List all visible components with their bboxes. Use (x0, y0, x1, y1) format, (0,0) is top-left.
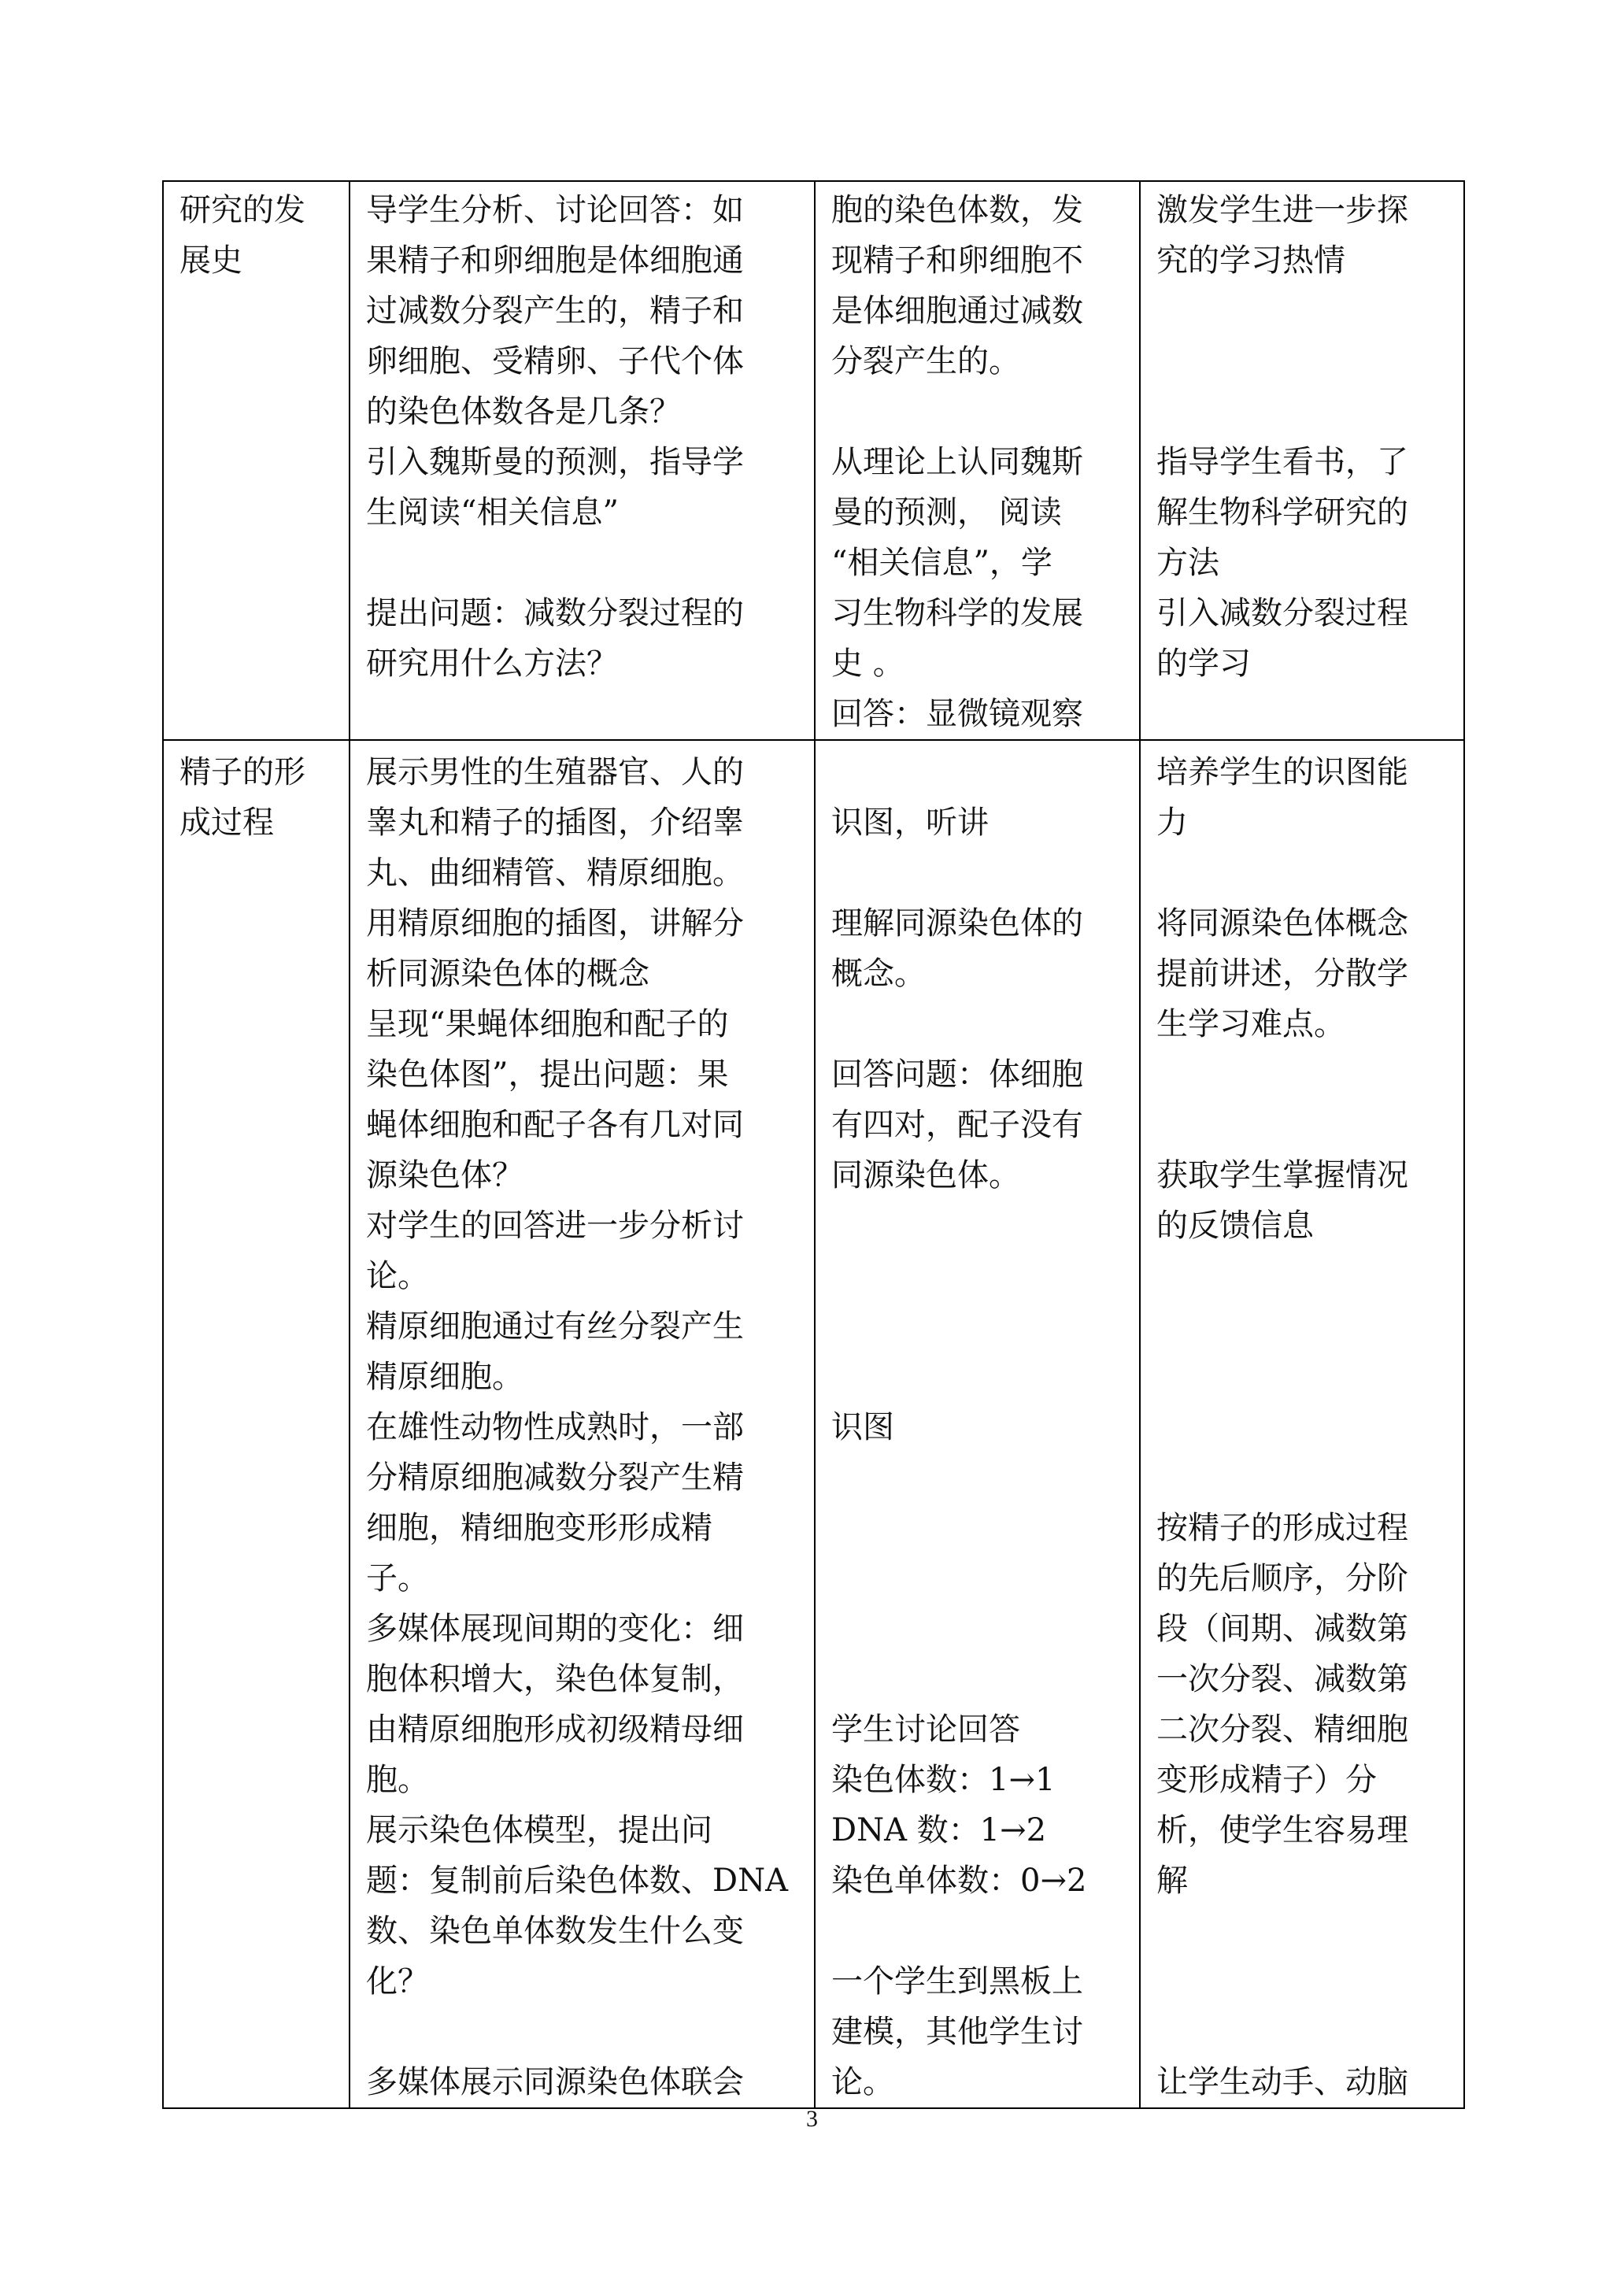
cell-line: 生学习难点。 (1156, 1006, 1345, 1042)
teacher-activity-cell (350, 181, 815, 740)
cell-line: 展示染色体模型，提出问 (366, 1812, 712, 1848)
cell-line (1156, 1100, 1463, 1150)
cell-line (831, 747, 1139, 797)
cell-line: 染色体图”，提出问题：果 (366, 1056, 729, 1093)
cell-line: 蝇体细胞和配子各有几对同 (366, 1107, 744, 1143)
design-purpose-cell (1140, 181, 1464, 740)
cell-line: 生阅读“相关信息” (366, 494, 619, 531)
cell-line: 染色单体数：0→2 (831, 1863, 1087, 1899)
cell-line: 成过程 (179, 805, 274, 841)
cell-line (831, 848, 1139, 898)
cell-line: 解 (1156, 1863, 1188, 1899)
topic-lines (164, 741, 349, 848)
teacher-activity-lines (350, 741, 814, 2107)
student-activity-cell (815, 181, 1140, 740)
teacher-activity-lines (350, 182, 814, 689)
cell-line: 展示男性的生殖器官、人的 (366, 754, 744, 790)
student-activity-lines (816, 741, 1139, 2107)
cell-line: 概念。 (831, 956, 926, 992)
cell-line (1156, 848, 1463, 898)
cell-line: 用精原细胞的插图，讲解分 (366, 905, 744, 942)
cell-line (366, 538, 814, 588)
cell-line: 按精子的形成过程 (1156, 1510, 1408, 1546)
cell-line: 二次分裂、精细胞 (1156, 1711, 1408, 1748)
topic-cell (163, 181, 350, 740)
cell-line: 识图，听讲 (831, 805, 989, 841)
lesson-plan-table (162, 180, 1465, 2109)
table-row-history (163, 181, 1464, 740)
cell-line: 的染色体数各是几条？ (366, 394, 681, 430)
cell-line: 研究用什么方法？ (366, 646, 618, 682)
cell-line: 学生讨论回答 (831, 1711, 1020, 1748)
cell-line (1156, 2007, 1463, 2057)
cell-line: 睾丸和精子的插图，介绍睾 (366, 805, 744, 841)
cell-line (1156, 286, 1463, 336)
cell-line: 对学生的回答进一步分析讨 (366, 1208, 744, 1244)
cell-line: 卵细胞、受精卵、子代个体 (366, 343, 744, 379)
cell-line (1156, 1301, 1463, 1352)
teacher-activity-cell (350, 740, 815, 2108)
cell-line: 化？ (366, 1963, 429, 2000)
topic-cell (163, 740, 350, 2108)
cell-line: 果精子和卵细胞是体细胞通 (366, 242, 744, 279)
cell-line (1156, 1452, 1463, 1503)
cell-line: 展史 (179, 242, 242, 279)
cell-line: 题：复制前后染色体数、DNA (366, 1863, 788, 1899)
cell-line: 建模，其他学生讨 (831, 2014, 1083, 2050)
cell-line: 引入减数分裂过程 (1156, 595, 1408, 631)
student-activity-cell (815, 740, 1140, 2108)
cell-line: 多媒体展现间期的变化：细 (366, 1611, 744, 1647)
cell-line: 源染色体？ (366, 1157, 523, 1193)
cell-line (1156, 1402, 1463, 1452)
cell-line: 从理论上认同魏斯 (831, 444, 1083, 480)
cell-line: 多媒体展示同源染色体联会 (366, 2064, 744, 2100)
table-row-sperm-formation (163, 740, 1464, 2108)
cell-line: 方法 (1156, 545, 1219, 581)
topic-lines (164, 182, 349, 286)
cell-line: 回答问题：体细胞 (831, 1056, 1083, 1093)
cell-line: 精子的形 (179, 754, 305, 790)
cell-line: 回答：显微镜观察 (831, 696, 1083, 732)
cell-line: 的反馈信息 (1156, 1208, 1314, 1244)
cell-line (1156, 1956, 1463, 2007)
cell-line: 培养学生的识图能 (1156, 754, 1408, 790)
cell-line: 激发学生进一步探 (1156, 192, 1408, 228)
design-purpose-lines (1141, 182, 1463, 689)
cell-line: 析同源染色体的概念 (366, 956, 649, 992)
cell-line: DNA 数：1→2 (831, 1812, 1047, 1848)
cell-line: 论。 (366, 1258, 429, 1294)
cell-line: 提前讲述，分散学 (1156, 956, 1408, 992)
cell-line: 提出问题：减数分裂过程的 (366, 595, 744, 631)
cell-line: 过减数分裂产生的，精子和 (366, 293, 744, 329)
cell-line (1156, 336, 1463, 387)
cell-line (831, 999, 1139, 1049)
cell-line: 的学习 (1156, 646, 1251, 682)
cell-line (831, 1503, 1139, 1553)
cell-line: 在雄性动物性成熟时，一部 (366, 1409, 744, 1445)
cell-line: 习生物科学的发展 (831, 595, 1083, 631)
cell-line: 论。 (831, 2064, 894, 2100)
cell-line (831, 1352, 1139, 1402)
cell-line: 染色体数：1→1 (831, 1762, 1056, 1798)
cell-line (831, 1452, 1139, 1503)
cell-line: 胞体积增大，染色体复制， (366, 1661, 744, 1697)
cell-line: 精原细胞通过有丝分裂产生 (366, 1308, 744, 1345)
cell-line: 的先后顺序，分阶 (1156, 1560, 1408, 1597)
cell-line (1156, 1352, 1463, 1402)
cell-line (831, 1906, 1139, 1956)
cell-line: 分精原细胞减数分裂产生精 (366, 1460, 744, 1496)
cell-line: 曼的预测， 阅读 (831, 494, 1062, 531)
cell-line (831, 1301, 1139, 1352)
cell-line: 获取学生掌握情况 (1156, 1157, 1408, 1193)
cell-line: 将同源染色体概念 (1156, 905, 1408, 942)
cell-line: 研究的发 (179, 192, 305, 228)
cell-line: 一次分裂、减数第 (1156, 1661, 1408, 1697)
cell-line: 胞。 (366, 1762, 429, 1798)
cell-line: 识图 (831, 1409, 894, 1445)
student-activity-lines (816, 182, 1139, 739)
cell-line: 理解同源染色体的 (831, 905, 1083, 942)
cell-line (831, 1251, 1139, 1301)
cell-line (1156, 387, 1463, 437)
cell-line: 有四对，配子没有 (831, 1107, 1083, 1143)
cell-line (831, 387, 1139, 437)
cell-line: 数、染色单体数发生什么变 (366, 1913, 744, 1949)
cell-line (831, 1654, 1139, 1704)
cell-line (1156, 1906, 1463, 1956)
cell-line (1156, 1049, 1463, 1100)
cell-line: 一个学生到黑板上 (831, 1963, 1083, 2000)
cell-line: “相关信息”，学 (831, 545, 1052, 581)
cell-line (831, 1604, 1139, 1654)
cell-line: 析，使学生容易理 (1156, 1812, 1408, 1848)
cell-line: 由精原细胞形成初级精母细 (366, 1711, 744, 1748)
cell-line: 同源染色体。 (831, 1157, 1020, 1193)
cell-line: 分裂产生的。 (831, 343, 1020, 379)
cell-line: 究的学习热情 (1156, 242, 1345, 279)
cell-line: 让学生动手、动脑 (1156, 2064, 1408, 2100)
cell-line (1156, 1251, 1463, 1301)
cell-line: 导学生分析、讨论回答：如 (366, 192, 744, 228)
cell-line: 细胞，精细胞变形形成精 (366, 1510, 712, 1546)
cell-line (366, 2007, 814, 2057)
cell-line: 子。 (366, 1560, 429, 1597)
cell-line: 是体细胞通过减数 (831, 293, 1083, 329)
cell-line (831, 1553, 1139, 1604)
design-purpose-cell (1140, 740, 1464, 2108)
cell-line: 现精子和卵细胞不 (831, 242, 1083, 279)
cell-line: 力 (1156, 805, 1188, 841)
cell-line: 解生物科学研究的 (1156, 494, 1408, 531)
cell-line: 史 。 (831, 646, 904, 682)
cell-line: 段（间期、减数第 (1156, 1611, 1408, 1647)
cell-line: 丸、曲细精管、精原细胞。 (366, 855, 744, 891)
cell-line: 胞的染色体数，发 (831, 192, 1083, 228)
design-purpose-lines (1141, 741, 1463, 2107)
page-number: 3 (806, 2106, 818, 2132)
cell-line: 引入魏斯曼的预测，指导学 (366, 444, 744, 480)
cell-line (831, 1201, 1139, 1251)
cell-line: 指导学生看书，了 (1156, 444, 1408, 480)
cell-line: 精原细胞。 (366, 1359, 523, 1395)
cell-line: 变形成精子）分 (1156, 1762, 1377, 1798)
cell-line: 呈现“果蝇体细胞和配子的 (366, 1006, 729, 1042)
